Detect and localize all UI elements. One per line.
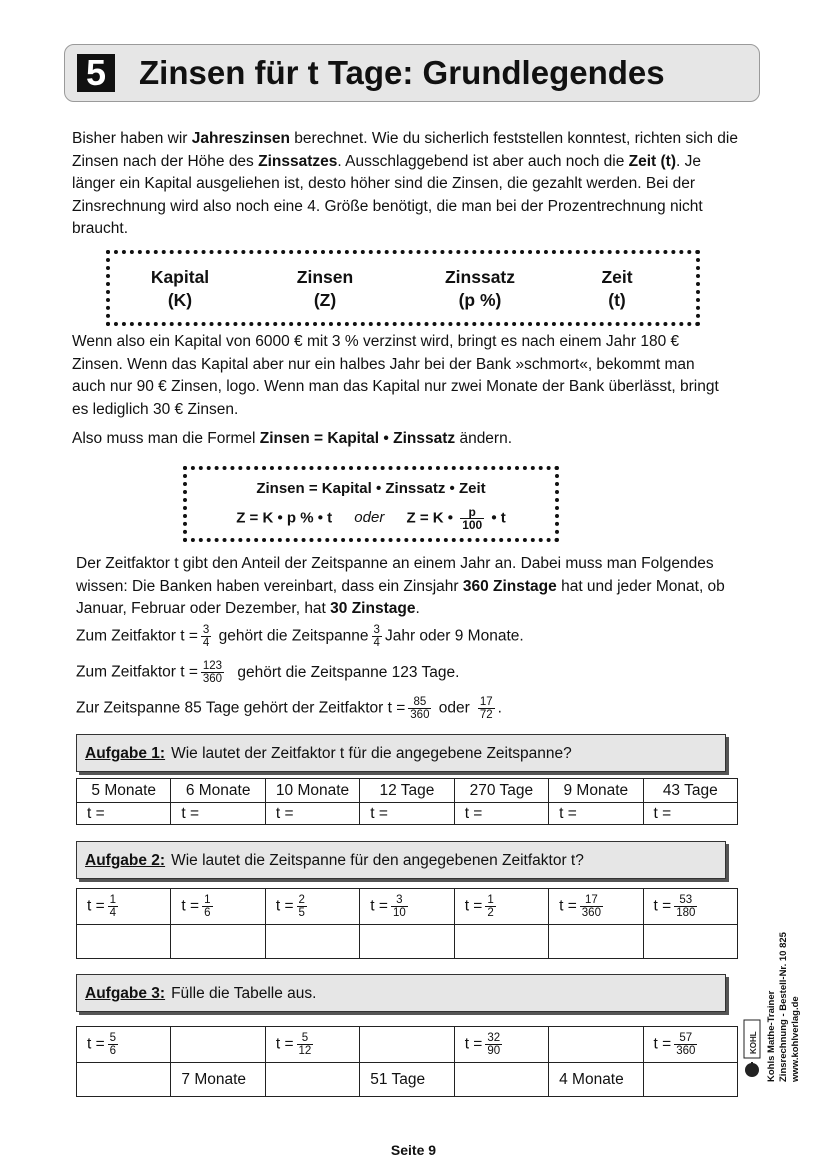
task-1-table [76,778,738,825]
sidebar-line-3[interactable]: www.kohlverlag.de [790,996,801,1082]
publisher-logo [742,1018,762,1082]
intro-paragraph: Bisher haben wir Jahreszinsen berechnet. Wie du sicherlich feststellen konntest, richten sich die Zinsen nach der Höhe des Zinssatzes. Ausschlaggebend ist aber auch noch die Zeit (t). Je länger ein Kapital ausgeliehen ist, desto höher sind die Zinsen, die gezahlt werden. Bei der Zinsrechnung wird also noch eine 4. Größe benötigt, die man bei der Prozentrechnung nicht braucht. [72,130,738,237]
quantities-box [106,250,700,326]
task-2-factor-cell: t = $\frac{1}{2}$ [454,889,548,925]
sidebar-info [766,932,802,1082]
task-2-answer-cell[interactable] [549,925,643,959]
task-1-header-cell: 270 Tage [454,779,548,803]
task-2-factor-cell: t = $\frac{1}{6}$ [171,889,265,925]
page-title: Zinsen für t Tage: Grundlegendes [139,54,665,91]
task-2-answer-cell[interactable] [360,925,454,959]
example-line-3: Zur Zeitspanne 85 Tage gehört der Zeitfaktor t = $\frac{85}{360}$ oder $\frac{17}{72}$ . [76,696,502,721]
task-1-answer-cell[interactable]: t = [171,803,265,825]
task-3-answer-cell[interactable] [643,1063,737,1097]
task-2-factor-cell: t = $\frac{2}{5}$ [265,889,359,925]
task-1-answer-cell[interactable]: t = [360,803,454,825]
logo-text: KOHL [749,1031,758,1054]
quantity-kapital: Kapital (K) [150,267,210,310]
task-2-answer-cell[interactable] [265,925,359,959]
task-3-answer-cell[interactable] [265,1063,359,1097]
formula-line-2: Z = K • p % • t oder Z = K • $\frac{p}{100}$ • t [236,505,506,532]
task-3-factor-cell: t = $\frac{5}{6}$ [77,1027,171,1063]
task-3-header: Aufgabe 3: Fülle die Tabelle aus. [76,974,726,1012]
quantity-zeit: Zeit (t) [601,267,633,310]
task-2-header: Aufgabe 2: Wie lautet die Zeitspanne für den angegebenen Zeitfaktor t? [76,841,726,879]
task-3-answer-cell[interactable] [549,1027,643,1063]
tree-logo-icon [742,1018,762,1082]
task-3-span-cell: 7 Monate [171,1063,265,1097]
task-1-answer-cell[interactable]: t = [265,803,359,825]
example-line-2: Zum Zeitfaktor t = $\frac{123}{360}$ gehört die Zeitspanne 123 Tage. [76,660,460,685]
task-2-factor-cell: t = $\frac{1}{4}$ [77,889,171,925]
zeitfaktor-paragraph: Der Zeitfaktor t gibt den Anteil der Zeitspanne an einem Jahr an. Dabei muss man Folgendes wissen: Die Banken haben vereinbart, dass ein Zinsjahr 360 Zinstage hat und jeder Monat, ob Januar, Februar oder Dezember, hat 30 Zinstage. [76,555,725,617]
task-1-header-cell: 10 Monate [265,779,359,803]
task-3-answer-cell[interactable] [360,1027,454,1063]
task-3-answer-cell[interactable] [77,1063,171,1097]
task-3-answer-cell[interactable] [171,1027,265,1063]
task-1-header-cell: 43 Tage [643,779,737,803]
task-2-answer-cell[interactable] [643,925,737,959]
quantity-zinssatz: Zinssatz (p %) [444,267,516,310]
task-2-factor-cell: t = $\frac{17}{360}$ [549,889,643,925]
task-1-header-cell: 9 Monate [549,779,643,803]
task-2-factor-cell: t = $\frac{3}{10}$ [360,889,454,925]
task-1-answer-cell[interactable]: t = [549,803,643,825]
task-3-factor-cell: t = $\frac{57}{360}$ [643,1027,737,1063]
task-1-answer-cell[interactable]: t = [454,803,548,825]
task-3-table [76,1026,738,1097]
task-2-answer-cell[interactable] [454,925,548,959]
formula-box [183,466,559,542]
task-3-span-cell: 51 Tage [360,1063,454,1097]
page-number: Seite 9 [390,1142,437,1158]
chapter-number: 5 [77,54,115,92]
task-2-table [76,888,738,959]
formula-intro: Also muss man die Formel Zinsen = Kapital • Zinssatz ändern. [72,430,513,447]
sidebar-line-1: Kohls Mathe-Trainer [766,990,777,1082]
task-2-factor-cell: t = $\frac{53}{180}$ [643,889,737,925]
task-1-header-cell: 5 Monate [77,779,171,803]
task-1-header-cell: 6 Monate [171,779,265,803]
task-1-header: Aufgabe 1: Wie lautet der Zeitfaktor t für die angegebene Zeitspanne? [76,734,726,772]
task-1-answer-cell[interactable]: t = [77,803,171,825]
quantity-zinsen: Zinsen (Z) [296,267,354,310]
example-paragraph: Wenn also ein Kapital von 6000 € mit 3 % verzinst wird, bringt es nach einem Jahr 180 € Zinsen. Wenn das Kapital aber nur ein halbes Jahr bei der Bank »schmort«, bekommt man auch nur 90 € Zinsen, logo. Wenn man das Kapital nur zwei Monate der Bank überlässt, bringt es lediglich 30 € Zinsen. [72,333,719,418]
task-2-answer-cell[interactable] [171,925,265,959]
formula-line-1: Zinsen = Kapital • Zinssatz • Zeit [256,480,486,497]
task-3-answer-cell[interactable] [454,1063,548,1097]
task-1-answer-cell[interactable]: t = [643,803,737,825]
task-3-factor-cell: t = $\frac{32}{90}$ [454,1027,548,1063]
page-header [64,44,760,102]
sidebar-line-2: Zinsrechnung - Bestell-Nr. 10 825 [778,932,789,1082]
task-3-span-cell: 4 Monate [549,1063,643,1097]
example-line-1: Zum Zeitfaktor t = $\frac{3}{4}$ gehört die Zeitspanne $\frac{3}{4}$ Jahr oder 9 Monate. [76,624,524,649]
task-3-factor-cell: t = $\frac{5}{12}$ [265,1027,359,1063]
task-2-answer-cell[interactable] [77,925,171,959]
task-1-header-cell: 12 Tage [360,779,454,803]
